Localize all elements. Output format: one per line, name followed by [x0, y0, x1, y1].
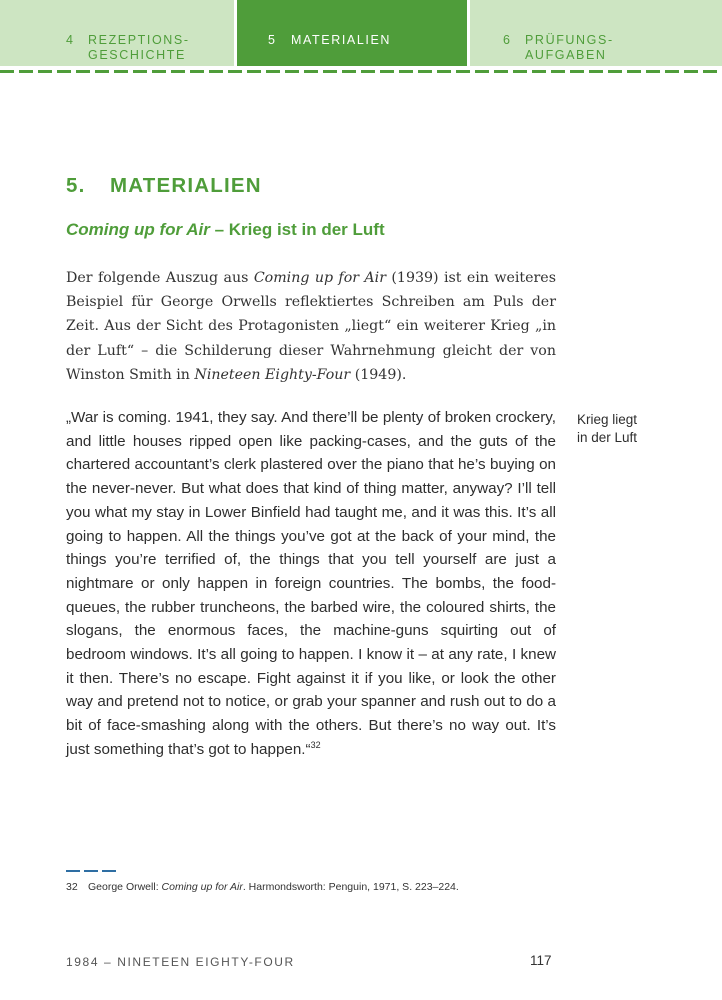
footnote: 32 George Orwell: Coming up for Air. Harmondsworth: Penguin, 1971, S. 223–224.: [66, 881, 459, 893]
section-title-book: Coming up for Air: [66, 220, 210, 239]
footnote-divider: [66, 870, 116, 872]
chapter-number: 5.: [66, 174, 86, 197]
book-title: Coming up for Air: [253, 270, 386, 286]
tab-label: MATERIALIEN: [291, 33, 392, 47]
tab-label: PRÜFUNGS- AUFGABEN: [525, 33, 614, 62]
section-title-rest: – Krieg ist in der Luft: [209, 220, 385, 239]
footnote-number: 32: [66, 881, 78, 893]
tab-number: 5: [268, 33, 277, 47]
quote-text: „War is coming. 1941, they say. And there’ll be plenty of broken crockery, and little houses ripped open like packing-cases, and the guts of the chartered accountant’s clerk plastered over the piano that he’s buying on the never-never. But what does that kind of thing matter, anyway? I’ll tell you what my stay in Lower Binfield had taught me, and it was this. It’s all going to happen. All the things you’ve got at the back of your mind, the things you’re terrified of, the things that you tell yourself are just a nightmare or only happen in foreign countries. The bombs, the food-queues, the rubber truncheons, the barbed wire, the coloured shirts, the slogans, the enormous faces, the machine-guns squirting out of bedroom windows. It’s all going to happen. I know it – at any rate, I knew it then. There’s no escape. Fight against it if you like, or look the other way and pretend not to notice, or grab your spanner and rush out to do a bit of face-smashing along with the others. But there’s no way out. It’s just something that’s got to happen.“: [66, 409, 556, 758]
header-dashed-divider: [0, 70, 722, 73]
running-title: 1984 – NINETEEN EIGHTY-FOUR: [66, 955, 295, 969]
tab-number: 4: [66, 33, 75, 47]
book-title: Nineteen Eighty-Four: [194, 366, 351, 383]
page-number: 117: [530, 953, 552, 968]
footnote-reference[interactable]: 32: [310, 739, 321, 750]
tab-pruefungsaufgaben[interactable]: [470, 0, 722, 66]
chapter-navigation-tabs: [0, 0, 722, 68]
quote-paragraph: [66, 406, 556, 762]
tab-label: REZEPTIONS- GESCHICHTE: [88, 33, 190, 62]
intro-paragraph: Der folgende Auszug aus Coming up for Air (1939) ist ein weiteres Beispiel für George Orwells reflektiertes Schreiben am Puls der Zeit. Aus der Sicht des Protagonisten „liegt“ ein weiterer Krieg „in der Luft“ – die Schilderung dieser Wahrnehmung gleicht der von Winston Smith in Nineteen Eighty-Four (1949).: [66, 270, 556, 383]
chapter-title: MATERIALIEN: [110, 174, 262, 197]
section-heading: [66, 220, 385, 240]
tab-rezeptionsgeschichte[interactable]: [0, 0, 234, 66]
chapter-heading: [66, 174, 262, 198]
footnote-book-title: Coming up for Air: [161, 881, 243, 893]
tab-number: 6: [503, 33, 512, 47]
tab-materialien[interactable]: [237, 0, 467, 66]
margin-note: Krieg liegt in der Luft: [577, 412, 638, 445]
